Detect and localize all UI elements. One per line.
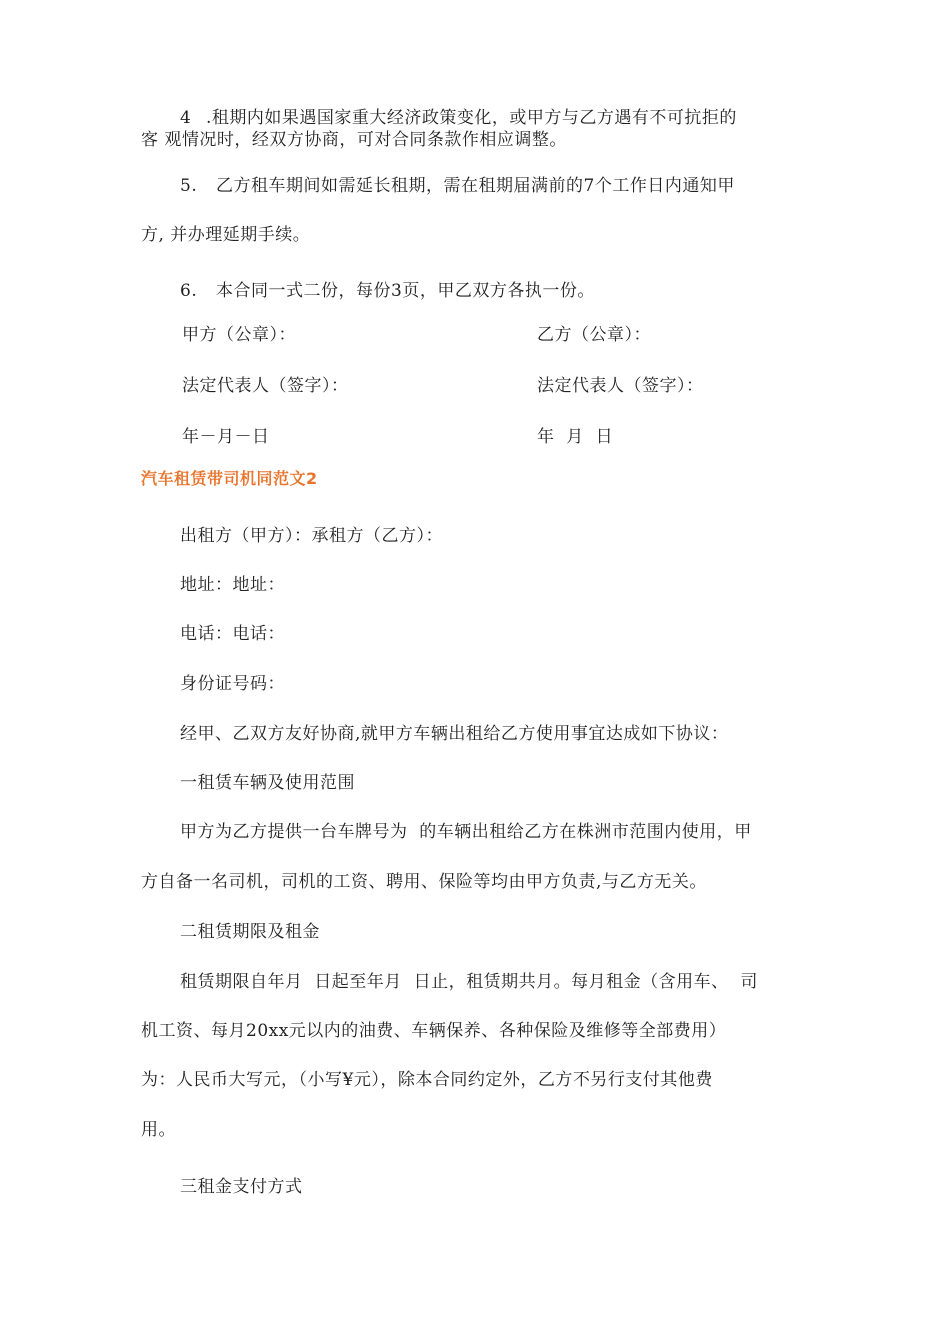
term-paragraph-line-2: 机工资、每月20xx元以内的油费、车辆保养、各种保险及维修等全部费用）	[141, 1021, 727, 1041]
term-paragraph-line-3: 为：人民币大写元，（小写¥元），除本合同约定外，乙方不另行支付其他费	[141, 1070, 713, 1090]
phone-line: 电话：电话：	[180, 624, 285, 644]
item-5-number: 5.	[180, 176, 198, 196]
item-4-number: 4	[180, 108, 192, 128]
agreement-intro: 经甲、乙双方友好协商,就甲方车辆出租给乙方使用事宜达成如下协议：	[180, 724, 729, 744]
item-4-line-1: 4 .租期内如果遇国家重大经济政策变化，或甲方与乙方遇有不可抗拒的	[180, 108, 737, 128]
term-paragraph-line-1: 租赁期限自年月 日起至年月 日止，租赁期共月。每月租金（含用车、 司	[180, 972, 758, 992]
id-number-line: 身份证号码：	[180, 674, 285, 694]
item-4-line-2: 客 观情况时，经双方协商，可对合同条款作相应调整。	[141, 130, 567, 150]
heading-term-rent: 二租赁期限及租金	[180, 922, 320, 942]
section-2-title: 汽车租赁带司机同范文2	[141, 469, 318, 488]
item-6-line-1: 6. 本合同一式二份，每份3页，甲乙双方各执一份。	[180, 281, 595, 301]
item-5-line-1: 5. 乙方租车期间如需延长租期，需在租期届满前的7个工作日内通知甲	[180, 176, 735, 196]
party-b-representative: 法定代表人（签字）：	[537, 376, 704, 396]
vehicle-paragraph-line-2: 方自备一名司机，司机的工资、聘用、保险等均由甲方负责,与乙方无关。	[141, 872, 707, 892]
vehicle-paragraph-line-1: 甲方为乙方提供一台车牌号为 的车辆出租给乙方在株洲市范围内使用，甲	[180, 822, 752, 842]
parties-line: 出租方（甲方）：承租方（乙方）：	[180, 526, 443, 546]
item-5-line-2: 方, 并办理延期手续。	[141, 225, 311, 245]
party-b-date: 年 月 日	[537, 427, 614, 447]
item-6-number: 6.	[180, 281, 198, 301]
party-b-seal: 乙方（公章）：	[537, 325, 651, 345]
address-line: 地址：地址：	[180, 575, 285, 595]
party-a-representative: 法定代表人（签字）：	[182, 376, 349, 396]
heading-vehicle-scope: 一租赁车辆及使用范围	[180, 773, 355, 793]
heading-payment-method: 三租金支付方式	[180, 1177, 303, 1197]
party-a-date: 年－月－日	[182, 427, 270, 447]
party-a-seal: 甲方（公章）：	[182, 325, 296, 345]
term-paragraph-line-4: 用。	[141, 1120, 176, 1140]
